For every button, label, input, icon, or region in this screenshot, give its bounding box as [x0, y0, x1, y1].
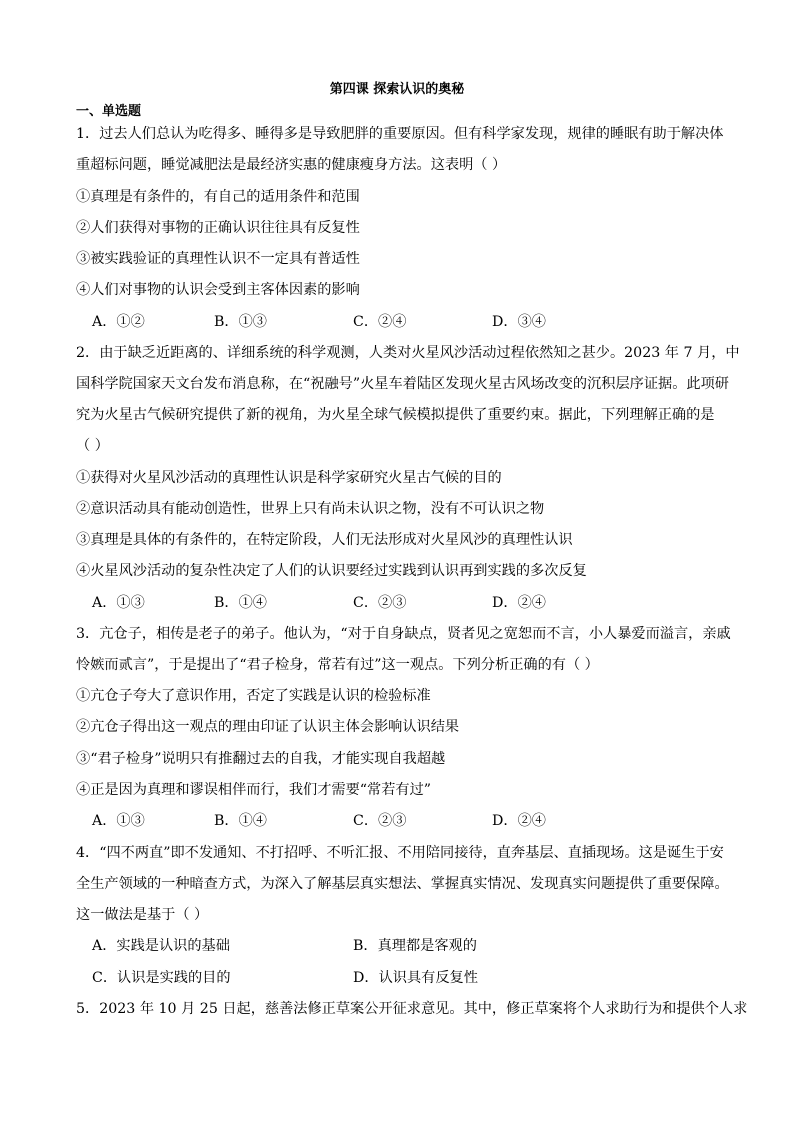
question-2-item-4: ④火星风沙活动的复杂性决定了人们的认识要经过实践到认识再到实践的多次反复 — [76, 563, 587, 579]
question-3-stem-line-2: 怜嫉而贰言”，于是提出了“君子检身，常若有过”这一观点。下列分析正确的有（ ） — [76, 657, 599, 673]
question-2-options — [92, 593, 732, 613]
option-c[interactable]: C．②③ — [353, 813, 407, 829]
question-1-stem-line-1: 1．过去人们总认为吃得多、睡得多是导致肥胖的重要原因。但有科学家发现，规律的睡眠有助于解决体 — [76, 126, 724, 142]
question-5-stem-line-1: 5．2023 年 10 月 25 日起，慈善法修正草案公开征求意见。其中，修正草案将个人求助行为和提供个人求 — [76, 1001, 748, 1017]
section-heading: 一、单选题 — [76, 104, 142, 119]
option-d[interactable]: D．②④ — [492, 595, 546, 611]
question-2-stem-line-4: （ ） — [76, 438, 109, 454]
question-2-item-2: ②意识活动具有能动创造性，世界上只有尚未认识之物，没有不可认识之物 — [76, 501, 545, 517]
option-b[interactable]: B．①④ — [214, 595, 267, 611]
option-b[interactable]: B．①③ — [214, 314, 267, 330]
question-2-item-1: ①获得对火星风沙活动的真理性认识是科学家研究火星古气候的目的 — [76, 470, 502, 486]
option-c[interactable]: C．②④ — [353, 314, 407, 330]
option-d[interactable]: D．③④ — [492, 314, 546, 330]
question-1-options — [92, 312, 732, 332]
question-3-item-3: ③“君子检身”说明只有推翻过去的自我，才能实现自我超越 — [76, 751, 446, 767]
option-a[interactable]: A．①② — [92, 314, 145, 330]
question-3-item-4: ④正是因为真理和谬误相伴而行，我们才需要“常若有过” — [76, 782, 432, 798]
question-1-item-2: ②人们获得对事物的正确认识往往具有反复性 — [76, 220, 360, 236]
question-1-item-4: ④人们对事物的认识会受到主客体因素的影响 — [76, 282, 360, 298]
question-4-stem-line-3: 这一做法是基于（ ） — [76, 907, 209, 923]
option-a[interactable]: A．①③ — [92, 813, 145, 829]
question-4-options-row-1 — [92, 936, 732, 956]
page-title: 第四课 探索认识的奥秘 — [329, 82, 465, 97]
question-1-stem-line-2: 重超标问题，睡觉减肥法是最经济实惠的健康瘦身方法。这表明（ ） — [76, 157, 507, 173]
option-d[interactable]: D．②④ — [492, 813, 546, 829]
option-c[interactable]: C．②③ — [353, 595, 407, 611]
question-3-item-1: ①亢仓子夸大了意识作用，否定了实践是认识的检验标准 — [76, 688, 431, 704]
question-2-stem-line-2: 国科学院国家天文台发布消息称，在“祝融号”火星车着陆区发现火星古风场改变的沉积层序证据。此项研 — [76, 376, 729, 392]
option-c[interactable]: C．认识是实践的目的 — [92, 970, 231, 986]
option-b[interactable]: B．①④ — [214, 813, 267, 829]
option-b[interactable]: B．真理都是客观的 — [353, 938, 477, 954]
question-2-stem-line-3: 究为火星古气候研究提供了新的视角，为火星全球气候模拟提供了重要约束。据此，下列理解正确的是 — [76, 407, 715, 423]
question-1-item-3: ③被实践验证的真理性认识不一定具有普适性 — [76, 251, 360, 267]
question-3-item-2: ②亢仓子得出这一观点的理由印证了认识主体会影响认识结果 — [76, 719, 460, 735]
question-2-item-3: ③真理是具体的有条件的，在特定阶段，人们无法形成对火星风沙的真理性认识 — [76, 532, 573, 548]
question-3-stem-line-1: 3．亢仓子，相传是老子的弟子。他认为，“对于自身缺点，贤者见之宽恕而不言，小人暴爱而溢言，亲戚 — [76, 626, 731, 642]
option-a[interactable]: A．①③ — [92, 595, 145, 611]
question-2-stem-line-1: 2．由于缺乏近距离的、详细系统的科学观测，人类对火星风沙活动过程依然知之甚少。2023 年 7 月，中 — [76, 345, 740, 361]
question-1-item-1: ①真理是有条件的，有自己的适用条件和范围 — [76, 189, 360, 205]
question-3-options — [92, 811, 732, 831]
option-d[interactable]: D．认识具有反复性 — [353, 970, 478, 986]
option-a[interactable]: A．实践是认识的基础 — [92, 938, 230, 954]
question-4-stem-line-1: 4．“四不两直”即不发通知、不打招呼、不听汇报、不用陪同接待，直奔基层、直插现场。这是诞生于安 — [76, 845, 724, 861]
question-4-options-row-2 — [92, 968, 732, 988]
question-4-stem-line-2: 全生产领域的一种暗查方式，为深入了解基层真实想法、掌握真实情况、发现真实问题提供了重要保障。 — [76, 876, 729, 892]
